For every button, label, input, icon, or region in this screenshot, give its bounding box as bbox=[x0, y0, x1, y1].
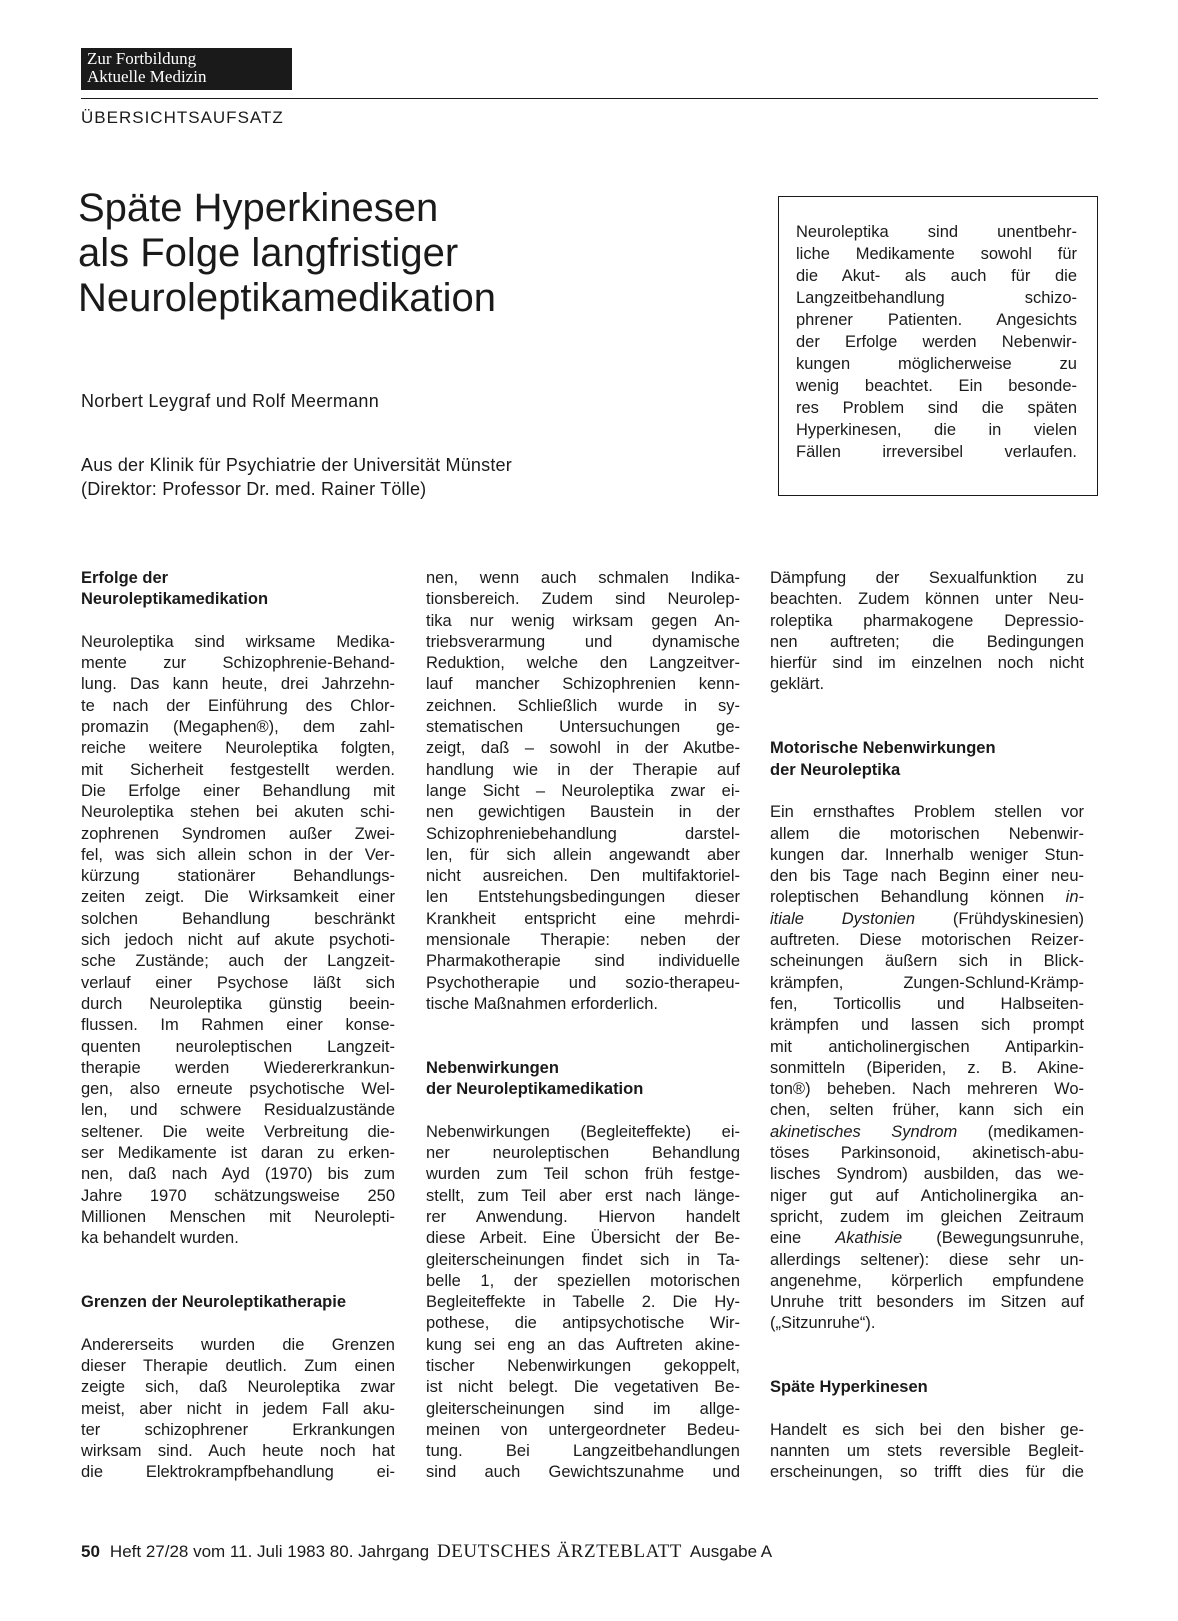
text-line: nen, wenn auch schmalen Indika- bbox=[426, 569, 740, 587]
text-line: („Sitzunruhe“). bbox=[770, 1314, 876, 1333]
affiliation-line: (Direktor: Professor Dr. med. Rainer Tölle) bbox=[81, 479, 427, 499]
text-line: sind auch Gewichtszunahme und bbox=[426, 1463, 740, 1482]
section-heading: Späte Hyperkinesen bbox=[770, 1378, 928, 1397]
text-line: Die Erfolge einer Behandlung mit bbox=[81, 781, 395, 800]
text-line: ka behandelt wurden. bbox=[81, 1229, 239, 1248]
text-line: roleptischen Behandlung können in- bbox=[770, 888, 1084, 907]
affiliation bbox=[81, 453, 512, 501]
abstract-line: liche Medikamente sowohl für bbox=[796, 245, 1077, 263]
section-heading: der Neuroleptikamedikation bbox=[426, 1080, 644, 1099]
title-line: Späte Hyperkinesen bbox=[78, 186, 439, 230]
text-line: Krankheit entspricht eine mehrdi- bbox=[426, 909, 740, 928]
text-line: ton®) beheben. Nach mehreren Wo- bbox=[770, 1080, 1084, 1099]
text-line: Pharmakotherapie sind individuelle bbox=[426, 952, 740, 971]
text-line: sonmitteln (Biperiden, z. B. Akine- bbox=[770, 1058, 1084, 1077]
abstract-line: Neuroleptika sind unentbehr- bbox=[796, 223, 1077, 241]
text-line: nannten um stets reversible Begleit- bbox=[770, 1442, 1084, 1461]
text-line: meist, aber nicht in jedem Fall aku- bbox=[81, 1399, 395, 1418]
text-line: mente zur Schizophrenie-Behand- bbox=[81, 654, 395, 673]
text-line: wirksam sind. Auch heute noch hat bbox=[81, 1442, 395, 1461]
abstract-line: wenig beachtet. Ein besonde- bbox=[796, 377, 1077, 395]
text-line: kung sei eng an das Auftreten akine- bbox=[426, 1335, 740, 1354]
text-line: len Entstehungsbedingungen dieser bbox=[426, 888, 740, 907]
text-line: sche Zustände; auch der Langzeit- bbox=[81, 952, 395, 971]
text-line: nicht ausreichen. Den multifaktoriel- bbox=[426, 867, 740, 886]
text-line: tische Maßnahmen erforderlich. bbox=[426, 994, 659, 1013]
text-line: kungen dar. Innerhalb weniger Stun- bbox=[770, 845, 1084, 864]
section-heading: Erfolge der bbox=[81, 569, 169, 587]
text-line: tischer Nebenwirkungen gekoppelt, bbox=[426, 1356, 740, 1375]
text-line: triebsverarmung und dynamische bbox=[426, 632, 740, 651]
abstract-line: der Erfolge werden Nebenwir- bbox=[796, 333, 1077, 351]
text-line: Ein ernsthaftes Problem stellen vor bbox=[770, 803, 1084, 822]
text-line: rer Anwendung. Hiervon handelt bbox=[426, 1207, 740, 1226]
text-line: mit Sicherheit festgestellt werden. bbox=[81, 760, 395, 779]
text-line: handlung wie in der Therapie auf bbox=[426, 760, 740, 779]
section-heading: Motorische Nebenwirkungen bbox=[770, 739, 996, 758]
abstract-line: res Problem sind die späten bbox=[796, 399, 1077, 417]
text-line: lisches Syndrom) ausbilden, das we- bbox=[770, 1165, 1084, 1184]
text-line: roleptika pharmakogene Depressio- bbox=[770, 611, 1084, 630]
issue-info: Heft 27/28 vom 11. Juli 1983 80. Jahrgang bbox=[109, 1542, 430, 1561]
section-heading: Nebenwirkungen bbox=[426, 1058, 559, 1077]
rubric-box bbox=[81, 48, 292, 90]
text-line: niger gut auf Anticholinergika an- bbox=[770, 1186, 1084, 1205]
text-line: ist nicht belegt. Die vegetativen Be- bbox=[426, 1378, 740, 1397]
text-line: therapie werden Wiedererkrankun- bbox=[81, 1058, 395, 1077]
text-line: len, für sich allein angewandt aber bbox=[426, 845, 740, 864]
header-rule bbox=[81, 98, 1098, 99]
text-line: angenehme, körperlich empfundene bbox=[770, 1271, 1084, 1290]
rubric-line: Zur Fortbildung bbox=[87, 49, 197, 68]
text-line: akinetisches Syndrom (medikamen- bbox=[770, 1122, 1084, 1141]
text-line: eine Akathisie (Bewegungsunruhe, bbox=[770, 1229, 1084, 1248]
text-line: Reduktion, welche den Langzeitver- bbox=[426, 654, 740, 673]
abstract-line: kungen möglicherweise zu bbox=[796, 355, 1077, 373]
authors: Norbert Leygraf und Rolf Meermann bbox=[81, 391, 380, 411]
text-line: allerdings seltener): diese sehr un- bbox=[770, 1250, 1084, 1269]
text-line: reiche weitere Neuroleptika folgten, bbox=[81, 739, 395, 758]
text-line: Unruhe tritt besonders im Sitzen auf bbox=[770, 1293, 1084, 1312]
text-line: meinen von untergeordneter Bedeu- bbox=[426, 1420, 740, 1439]
text-line: Nebenwirkungen (Begleiteffekte) ei- bbox=[426, 1122, 740, 1141]
text-line: tika nur wenig wirksam gegen An- bbox=[426, 611, 740, 630]
text-line: Dämpfung der Sexualfunktion zu bbox=[770, 569, 1084, 587]
text-line: tionsbereich. Zudem sind Neurolep- bbox=[426, 590, 740, 609]
text-column-1 bbox=[81, 568, 395, 1484]
text-line: itiale Dystonien (Frühdyskinesien) bbox=[770, 909, 1085, 928]
text-line: zeiten zeigt. Die Wirksamkeit einer bbox=[81, 888, 395, 907]
section-heading: Grenzen der Neuroleptikatherapie bbox=[81, 1293, 346, 1312]
rubric-line: Aktuelle Medizin bbox=[87, 67, 207, 86]
text-line: krämpfen, Zungen-Schlund-Krämp- bbox=[770, 973, 1084, 992]
text-line: durch Neuroleptika günstig beein- bbox=[81, 994, 395, 1013]
text-line: ter schizophrener Erkrankungen bbox=[81, 1420, 395, 1439]
edition: Ausgabe A bbox=[689, 1542, 773, 1561]
text-line: seltener. Die weite Verbreitung die- bbox=[81, 1122, 395, 1141]
text-line: den bis Tage nach Beginn einer neu- bbox=[770, 867, 1084, 886]
text-line: promazin (Megaphen®), dem zahl- bbox=[81, 718, 395, 737]
text-line: diese Arbeit. Eine Übersicht der Be- bbox=[426, 1229, 740, 1248]
text-line: Neuroleptika sind wirksame Medika- bbox=[81, 632, 395, 651]
title-line: Neuroleptikamedikation bbox=[78, 276, 497, 320]
text-line: Jahre 1970 schätzungsweise 250 bbox=[81, 1186, 395, 1205]
text-line: te nach der Einführung des Chlor- bbox=[81, 696, 395, 715]
text-line: Neuroleptika stehen bei akuten schi- bbox=[81, 803, 395, 822]
text-line: kürzung stationärer Behandlungs- bbox=[81, 867, 395, 886]
text-line: erscheinungen, so trifft dies für die bbox=[770, 1463, 1084, 1482]
text-line: Begleiteffekte in Tabelle 2. Die Hy- bbox=[426, 1293, 740, 1312]
text-line: dieser Therapie deutlich. Zum einen bbox=[81, 1356, 395, 1375]
text-line: Millionen Menschen mit Neurolepti- bbox=[81, 1207, 395, 1226]
text-line: pothese, die antipsychotische Wir- bbox=[426, 1314, 740, 1333]
text-line: verlauf einer Psychose läßt sich bbox=[81, 973, 395, 992]
section-label: ÜBERSICHTSAUFSATZ bbox=[81, 108, 284, 127]
text-line: die Elektrokrampfbehandlung ei- bbox=[81, 1463, 395, 1482]
text-line: gleiterscheinungen sind im allge- bbox=[426, 1399, 740, 1418]
text-column-2 bbox=[426, 568, 740, 1484]
abstract-line: Fällen irreversibel verlaufen. bbox=[796, 443, 1077, 461]
text-line: zeichnen. Schließlich wurde in sy- bbox=[426, 696, 740, 715]
text-line: Andererseits wurden die Grenzen bbox=[81, 1335, 395, 1354]
article-title bbox=[78, 186, 496, 321]
text-line: krämpfen und lassen sich prompt bbox=[770, 1016, 1084, 1035]
abstract-line: die Akut- als auch für die bbox=[796, 267, 1077, 285]
text-line: mensionale Therapie: neben der bbox=[426, 931, 740, 950]
text-line: geklärt. bbox=[770, 675, 825, 694]
title-line: als Folge langfristiger bbox=[78, 231, 459, 275]
text-line: stellt, zum Teil aber erst nach länge- bbox=[426, 1186, 740, 1205]
text-line: ser Medikamente ist daran zu erken- bbox=[81, 1144, 395, 1163]
text-line: beachten. Zudem können unter Neu- bbox=[770, 590, 1084, 609]
text-line: gleiterscheinungen findet sich in Ta- bbox=[426, 1250, 740, 1269]
abstract-line: Hyperkinesen, die in vielen bbox=[796, 421, 1077, 439]
text-line: stematischen Untersuchungen ge- bbox=[426, 718, 740, 737]
text-line: tung. Bei Langzeitbehandlungen bbox=[426, 1442, 740, 1461]
text-line: zophrenen Syndromen außer Zwei- bbox=[81, 824, 395, 843]
text-line: Schizophreniebehandlung darstel- bbox=[426, 824, 740, 843]
page-number: 50 bbox=[81, 1542, 100, 1561]
text-line: chen, selten früher, kann sich ein bbox=[770, 1101, 1084, 1120]
text-line: belle 1, der speziellen motorischen bbox=[426, 1271, 740, 1290]
text-line: quenten neuroleptischen Langzeit- bbox=[81, 1037, 395, 1056]
text-line: auftreten. Diese motorischen Reizer- bbox=[770, 931, 1084, 950]
text-line: gen, also erneute psychotische Wel- bbox=[81, 1080, 395, 1099]
text-line: hierfür sind im einzelnen noch nicht bbox=[770, 654, 1084, 673]
text-line: len, und schwere Residualzustände bbox=[81, 1101, 395, 1120]
text-line: lung. Das kann heute, drei Jahrzehn- bbox=[81, 675, 395, 694]
text-line: solchen Behandlung beschränkt bbox=[81, 909, 395, 928]
text-line: fen, Torticollis und Halbseiten- bbox=[770, 994, 1084, 1013]
text-line: töses Parkinsonoid, akinetisch-abu- bbox=[770, 1144, 1084, 1163]
text-line: Handelt es sich bei den bisher ge- bbox=[770, 1420, 1084, 1439]
page-footer bbox=[81, 1541, 772, 1563]
text-line: nen gewichtigen Baustein in der bbox=[426, 803, 740, 822]
text-line: lauf mancher Schizophrenien kenn- bbox=[426, 675, 740, 694]
text-line: nen, daß nach Ayd (1970) bis zum bbox=[81, 1165, 395, 1184]
text-line: nen auftreten; die Bedingungen bbox=[770, 632, 1084, 651]
text-line: mit anticholinergischen Antiparkin- bbox=[770, 1037, 1084, 1056]
text-line: fel, was sich allein schon in der Ver- bbox=[81, 845, 395, 864]
text-line: allem die motorischen Nebenwir- bbox=[770, 824, 1084, 843]
text-line: ner neuroleptischen Behandlung bbox=[426, 1144, 740, 1163]
text-line: lange Sicht – Neuroleptika zwar ei- bbox=[426, 781, 740, 800]
text-line: scheinungen äußern sich in Blick- bbox=[770, 952, 1084, 971]
text-line: spricht, zudem im gleichen Zeitraum bbox=[770, 1207, 1084, 1226]
journal-name: DEUTSCHES ÄRZTEBLATT bbox=[437, 1541, 682, 1562]
text-line: zeigte sich, daß Neuroleptika zwar bbox=[81, 1378, 395, 1397]
section-heading: Neuroleptikamedikation bbox=[81, 590, 269, 609]
text-line: flussen. Im Rahmen einer konse- bbox=[81, 1016, 395, 1035]
text-column-3 bbox=[770, 568, 1084, 1484]
affiliation-line: Aus der Klinik für Psychiatrie der Universität Münster bbox=[81, 455, 512, 475]
text-line: Psychotherapie und sozio-therapeu- bbox=[426, 973, 740, 992]
text-line: sich jedoch nicht auf akute psychoti- bbox=[81, 931, 395, 950]
section-heading: der Neuroleptika bbox=[770, 760, 901, 779]
abstract-line: phrener Patienten. Angesichts bbox=[796, 311, 1077, 329]
abstract-box bbox=[778, 196, 1098, 496]
abstract-line: Langzeitbehandlung schizo- bbox=[796, 289, 1077, 307]
text-line: zeigt, daß – sowohl in der Akutbe- bbox=[426, 739, 740, 758]
text-line: wurden zum Teil schon früh festge- bbox=[426, 1165, 740, 1184]
